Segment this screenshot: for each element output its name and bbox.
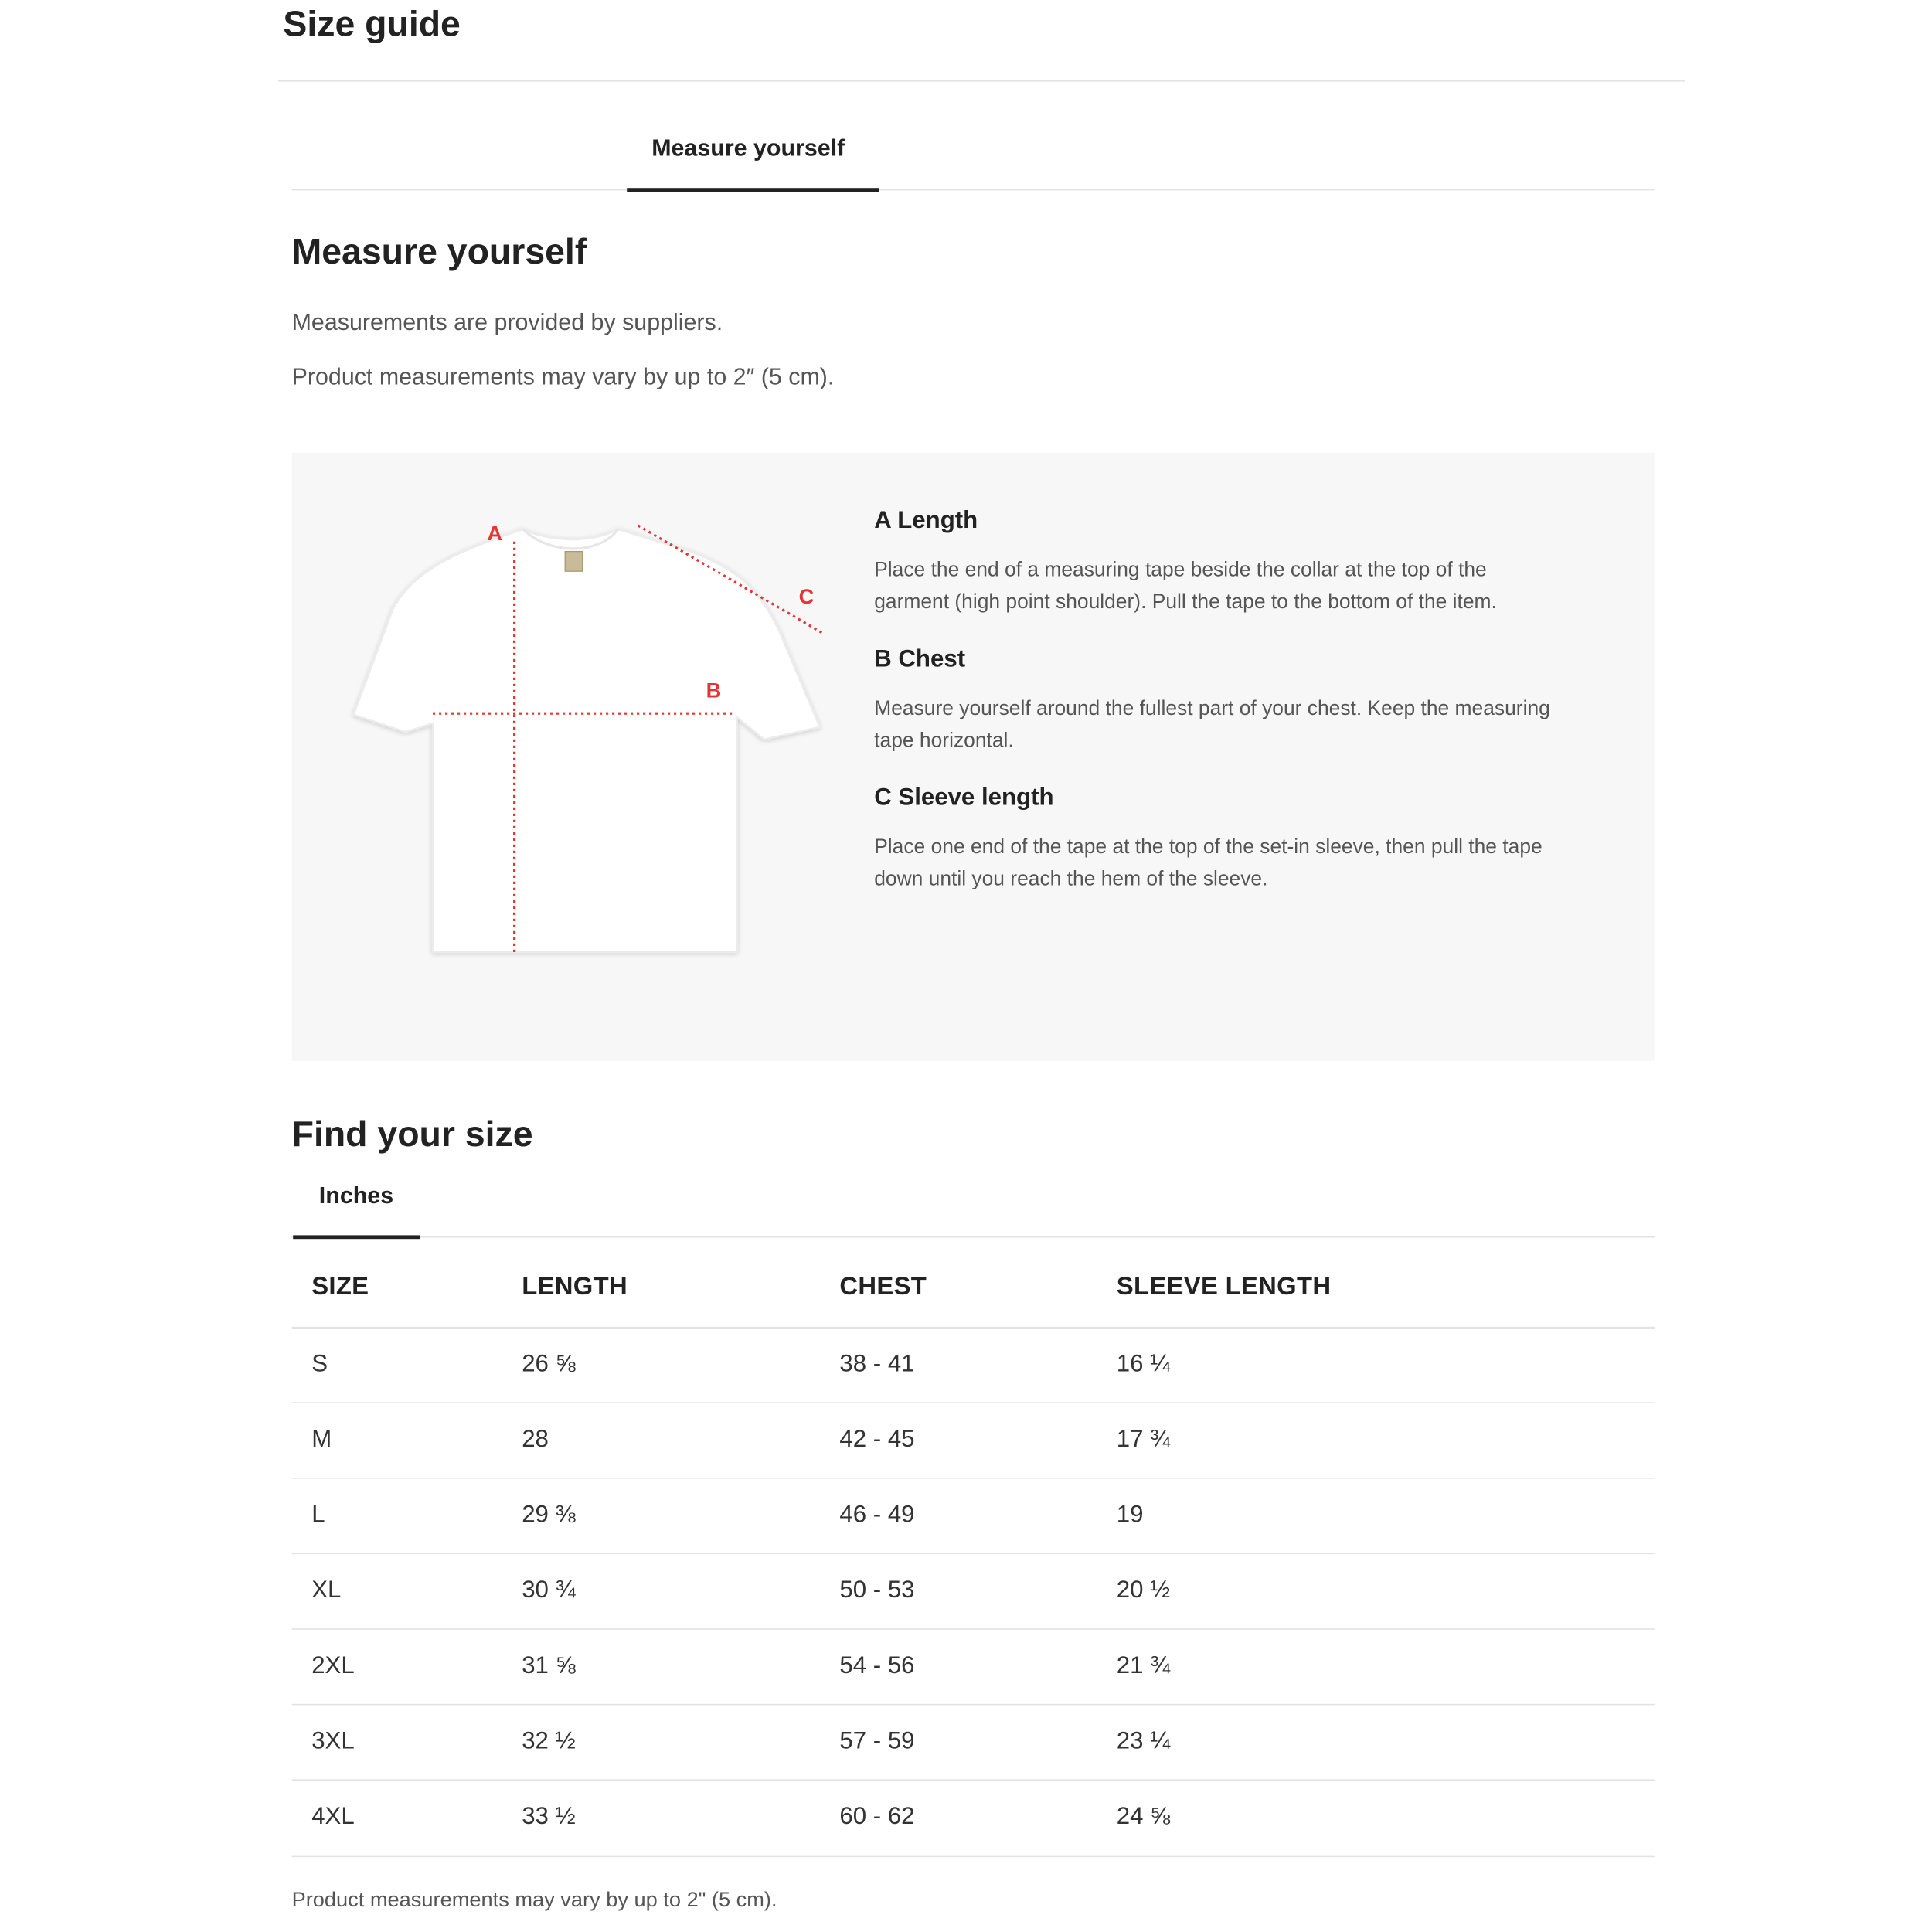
cell-size: M bbox=[311, 1425, 332, 1453]
row-divider bbox=[292, 1779, 1655, 1781]
size-table-footnote: Product measurements may vary by up to 2" (5 cm). bbox=[291, 1888, 777, 1912]
label-c: C bbox=[798, 583, 815, 608]
sleeve-text-line1: Place one end of the tape at the top of the set-in sleeve, then pull the tape bbox=[874, 835, 1543, 859]
unit-tab-divider bbox=[292, 1236, 1655, 1238]
cell-size: XL bbox=[311, 1577, 342, 1604]
cell-length: 33 ½ bbox=[522, 1802, 576, 1830]
cell-length: 32 ½ bbox=[522, 1727, 576, 1755]
sleeve-heading: C Sleeve length bbox=[874, 784, 1054, 811]
row-divider bbox=[292, 1478, 1655, 1479]
cell-size: 4XL bbox=[311, 1802, 355, 1830]
tab-measure-yourself[interactable]: Measure yourself bbox=[651, 136, 845, 162]
cell-sleeve-length: 20 ½ bbox=[1116, 1577, 1171, 1604]
col-header-chest: CHEST bbox=[839, 1272, 927, 1301]
cell-sleeve-length: 16 ¼ bbox=[1116, 1350, 1171, 1378]
header-divider-line bbox=[292, 1327, 1655, 1329]
col-header-sleeve-length: SLEEVE LENGTH bbox=[1116, 1272, 1332, 1301]
cell-chest: 60 - 62 bbox=[839, 1802, 915, 1830]
row-divider bbox=[292, 1553, 1655, 1555]
tshirt-tag bbox=[565, 552, 582, 572]
cell-sleeve-length: 19 bbox=[1116, 1501, 1144, 1529]
tshirt-shape bbox=[354, 529, 820, 952]
label-b: B bbox=[706, 678, 722, 702]
col-header-size: SIZE bbox=[311, 1272, 369, 1301]
measure-note-suppliers: Measurements are provided by suppliers. bbox=[291, 310, 723, 337]
find-size-heading: Find your size bbox=[291, 1115, 533, 1155]
cell-size: L bbox=[311, 1501, 325, 1529]
cell-size: 3XL bbox=[311, 1727, 355, 1755]
label-a: A bbox=[487, 521, 503, 546]
cell-chest: 57 - 59 bbox=[839, 1727, 915, 1755]
cell-sleeve-length: 23 ¼ bbox=[1116, 1727, 1171, 1755]
cell-length: 31 ⅝ bbox=[522, 1651, 576, 1679]
chest-heading: B Chest bbox=[874, 645, 966, 673]
cell-chest: 54 - 56 bbox=[839, 1651, 915, 1679]
chest-text-line1: Measure yourself around the fullest part of your chest. Keep the measuring bbox=[874, 697, 1550, 720]
length-text-line1: Place the end of a measuring tape beside the collar at the top of the bbox=[874, 559, 1487, 581]
cell-sleeve-length: 24 ⅝ bbox=[1116, 1802, 1171, 1830]
cell-size: S bbox=[311, 1350, 328, 1378]
tab-active-indicator bbox=[627, 188, 879, 192]
tab-bar-divider bbox=[292, 189, 1655, 191]
measure-heading: Measure yourself bbox=[291, 232, 587, 272]
cell-chest: 50 - 53 bbox=[839, 1577, 915, 1604]
cell-length: 28 bbox=[522, 1425, 549, 1453]
cell-sleeve-length: 17 ¾ bbox=[1116, 1425, 1171, 1453]
cell-chest: 46 - 49 bbox=[839, 1501, 915, 1529]
measure-note-variance: Product measurements may vary by up to 2″ (5 cm). bbox=[291, 365, 835, 391]
cell-size: 2XL bbox=[311, 1651, 355, 1679]
sleeve-text-line2: down until you reach the hem of the sleeve. bbox=[874, 868, 1268, 890]
cell-length: 26 ⅝ bbox=[522, 1350, 576, 1378]
chest-text-line2: tape horizontal. bbox=[874, 730, 1014, 752]
tshirt-diagram bbox=[344, 507, 838, 964]
cell-length: 29 ⅜ bbox=[522, 1501, 576, 1529]
header-divider bbox=[278, 80, 1685, 82]
length-text-line2: garment (high point shoulder). Pull the tape to the bottom of the item. bbox=[874, 590, 1497, 614]
page-title: Size guide bbox=[283, 5, 461, 45]
row-divider bbox=[292, 1402, 1655, 1403]
unit-tab-active-indicator bbox=[293, 1235, 420, 1239]
tab-inches[interactable]: Inches bbox=[318, 1183, 394, 1209]
cell-length: 30 ¾ bbox=[522, 1577, 576, 1604]
col-header-length: LENGTH bbox=[522, 1272, 628, 1301]
row-divider bbox=[292, 1704, 1655, 1706]
row-divider bbox=[292, 1856, 1655, 1858]
cell-chest: 38 - 41 bbox=[839, 1350, 915, 1378]
length-heading: A Length bbox=[874, 507, 978, 535]
row-divider bbox=[292, 1628, 1655, 1630]
cell-chest: 42 - 45 bbox=[839, 1425, 915, 1453]
cell-sleeve-length: 21 ¾ bbox=[1116, 1651, 1171, 1679]
